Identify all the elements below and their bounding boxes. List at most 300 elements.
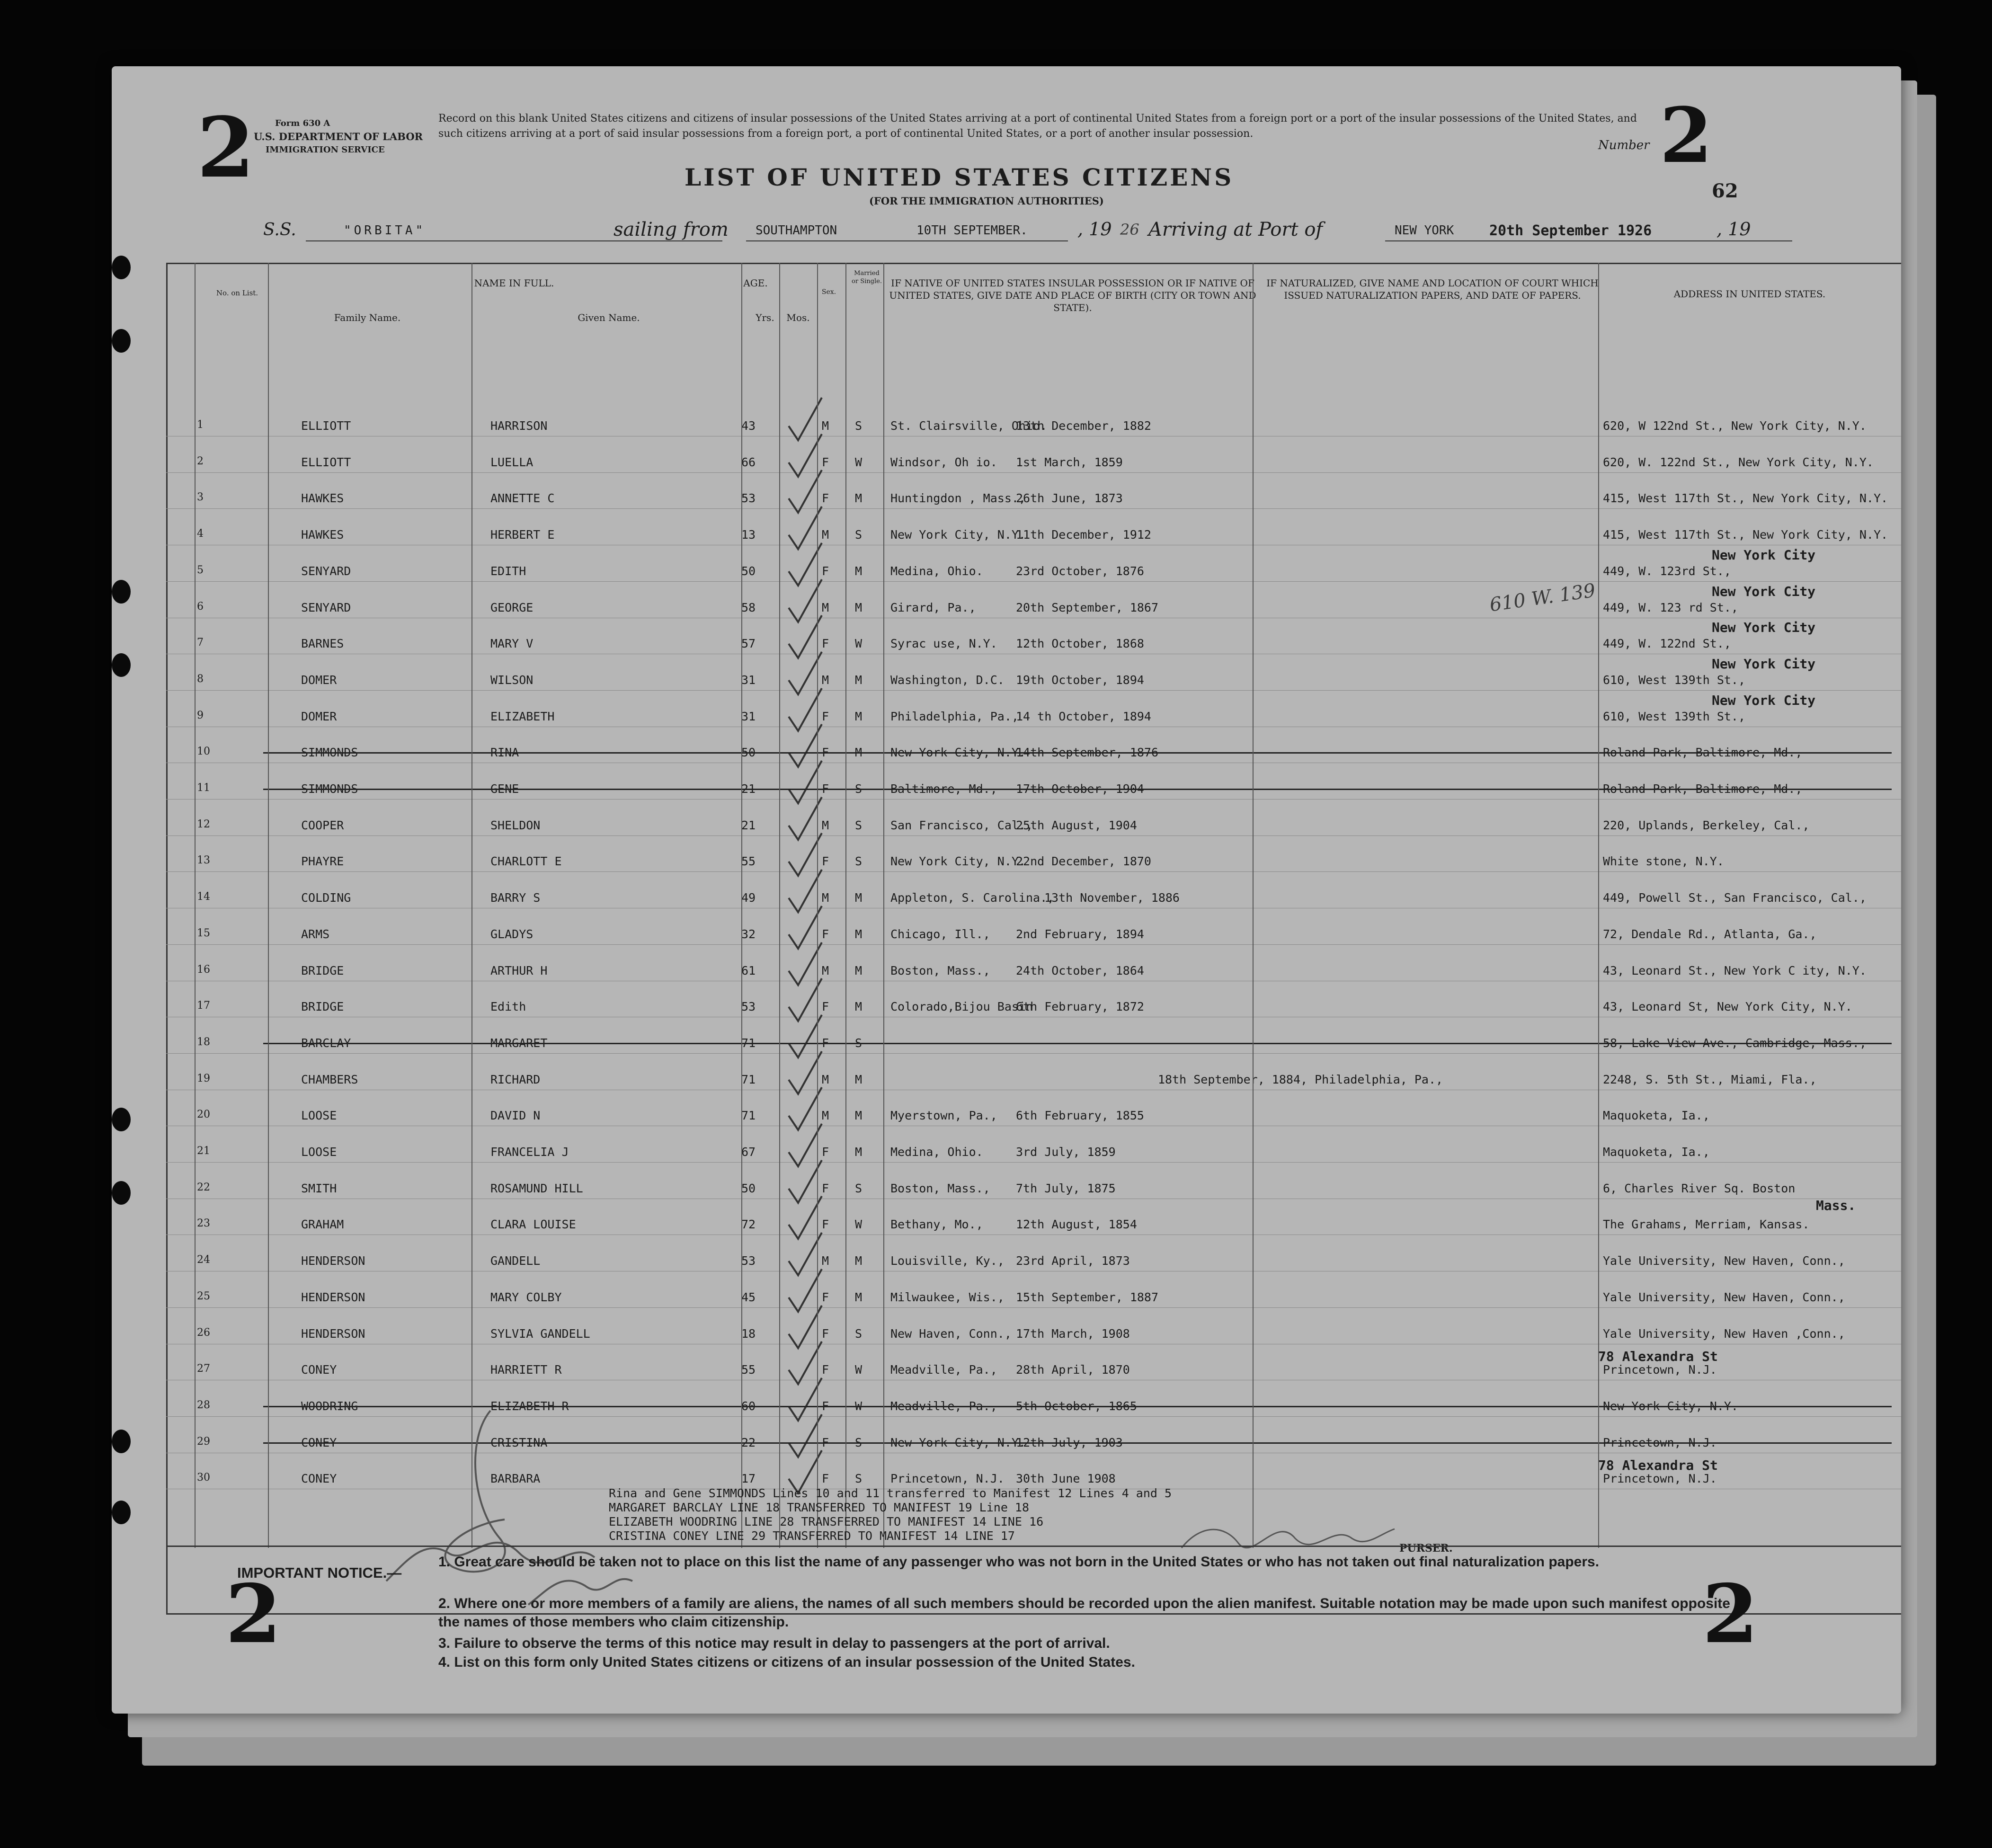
col-name-in-full: NAME IN FULL. xyxy=(474,277,554,289)
birth-place: St. Clairsville, Ohio. xyxy=(890,419,1048,433)
col-birth: IF NATIVE OF UNITED STATES INSULAR POSSESSION OR IF NATIVE OF UNITED STATES, GIVE DATE AND PLACE OF BIRTH (CITY OR TOWN AND STATE). xyxy=(889,277,1256,313)
transfer-note: MARGARET BARCLAY LINE 18 TRANSFERRED TO MANIFEST 19 Line 18 xyxy=(609,1501,1030,1514)
marital-status: M xyxy=(855,1145,863,1159)
given-name: RICHARD xyxy=(490,1072,541,1086)
binder-hole xyxy=(112,1501,131,1524)
row-number: 10 xyxy=(197,746,210,758)
col-age: AGE. xyxy=(743,277,768,289)
address: Maquoketa, Ia., xyxy=(1603,1145,1710,1159)
address: Roland Park, Baltimore, Md., xyxy=(1603,782,1803,796)
given-name: Edith xyxy=(490,1000,526,1014)
age-years: 71 xyxy=(741,1109,756,1123)
given-name: ELIZABETH xyxy=(490,709,555,723)
age-years: 50 xyxy=(741,746,756,760)
age-years: 60 xyxy=(741,1399,756,1413)
column-rule xyxy=(817,263,818,1548)
sex: F xyxy=(822,1290,829,1304)
family-name: HENDERSON xyxy=(301,1290,365,1304)
given-name: ELIZABETH R xyxy=(490,1399,569,1413)
given-name: MARGARET xyxy=(490,1036,548,1050)
age-years: 50 xyxy=(741,1181,756,1195)
given-name: EDITH xyxy=(490,564,526,578)
row-rule xyxy=(166,1053,1901,1054)
year-prefix: , 19 xyxy=(1077,219,1112,240)
age-years: 18 xyxy=(741,1326,756,1341)
given-name: ROSAMUND HILL xyxy=(490,1181,583,1195)
binder-hole xyxy=(112,580,131,604)
birth-date: 13th November, 1886 xyxy=(1044,891,1180,905)
family-name: LOOSE xyxy=(301,1109,337,1123)
row-rule xyxy=(166,581,1901,582)
marital-status: M xyxy=(855,891,863,905)
marital-status: M xyxy=(855,709,863,723)
given-name: CRISTINA xyxy=(490,1435,548,1449)
address: Maquoketa, Ia., xyxy=(1603,1109,1710,1123)
given-name: SYLVIA GANDELL xyxy=(490,1326,590,1341)
sex: F xyxy=(822,1363,829,1377)
age-years: 58 xyxy=(741,600,756,614)
address: New York City, N.Y. xyxy=(1603,1399,1738,1413)
family-name: BRIDGE xyxy=(301,1000,344,1014)
given-name: GEORGE xyxy=(490,600,534,614)
age-years: 67 xyxy=(741,1145,756,1159)
sex: F xyxy=(822,1399,829,1413)
row-rule xyxy=(166,871,1901,872)
strike-line xyxy=(263,752,1892,754)
given-name: SHELDON xyxy=(490,818,541,832)
age-years: 43 xyxy=(741,419,756,433)
notice-divider xyxy=(166,1546,1901,1547)
address-line-2: Mass. xyxy=(1816,1197,1856,1213)
row-number: 5 xyxy=(197,564,204,576)
family-name: CONEY xyxy=(301,1472,337,1486)
birth-place: Huntingdon , Mass., xyxy=(890,491,1026,506)
birth-date: 22nd December, 1870 xyxy=(1016,854,1151,869)
birth-date: 17th October, 1904 xyxy=(1016,782,1144,796)
marital-status: M xyxy=(855,600,863,614)
row-number: 21 xyxy=(197,1145,210,1157)
birth-date: 13th December, 1882 xyxy=(1016,419,1151,433)
row-number: 14 xyxy=(197,891,210,903)
strike-line xyxy=(263,1043,1892,1044)
col-no: No. on List. xyxy=(216,289,258,297)
notice-item-2: 2. Where one or more members of a family are aliens, the names of all such members should be recorded upon the alien manifest. Suitable notation may be made upon such manifest opposite the names of those members who claim citizenship. xyxy=(438,1596,1730,1630)
marital-status: S xyxy=(855,1181,863,1195)
col-married: Married or Single. xyxy=(852,270,882,285)
birth-place: Appleton, S. Carolina., xyxy=(890,891,1055,905)
row-number: 26 xyxy=(197,1326,210,1339)
family-name: ELLIOTT xyxy=(301,419,351,433)
row-rule xyxy=(166,690,1901,691)
marital-status: M xyxy=(855,491,863,506)
handwritten-signature xyxy=(348,1382,727,1619)
family-name: SENYARD xyxy=(301,600,351,614)
sex: F xyxy=(822,1472,829,1486)
row-number: 1 xyxy=(197,419,204,431)
sex: F xyxy=(822,854,829,869)
voyage-underline xyxy=(746,240,1068,241)
marital-status: W xyxy=(855,1399,863,1413)
departure-port: SOUTHAMPTON xyxy=(756,223,837,238)
address: 449, W. 123 rd St., xyxy=(1603,600,1738,614)
sex: F xyxy=(822,927,829,941)
birth-date: 23rd April, 1873 xyxy=(1016,1254,1130,1268)
age-years: 49 xyxy=(741,891,756,905)
address: Princetown, N.J. xyxy=(1603,1472,1717,1486)
birth-place: Boston, Mass., xyxy=(890,1181,990,1195)
given-name: DAVID N xyxy=(490,1109,541,1123)
column-rule xyxy=(883,263,884,1548)
binder-hole xyxy=(112,1430,131,1453)
birth-place: Windsor, Oh io. xyxy=(890,455,997,469)
notice-item-3: 3. Failure to observe the terms of this notice may result in delay to passengers at the port of arrival. xyxy=(438,1635,1110,1651)
arrival-port: NEW YORK xyxy=(1395,223,1454,238)
given-name: GENE xyxy=(490,782,519,796)
row-number: 8 xyxy=(197,673,204,685)
sex: F xyxy=(822,455,829,469)
sex: F xyxy=(822,709,829,723)
family-name: CHAMBERS xyxy=(301,1072,358,1086)
address: 449, Powell St., San Francisco, Cal., xyxy=(1603,891,1867,905)
page-subtitle: (FOR THE IMMIGRATION AUTHORITIES) xyxy=(869,195,1104,207)
row-rule xyxy=(166,1162,1901,1163)
address: 610, West 139th St., xyxy=(1603,709,1746,723)
address: The Grahams, Merriam, Kansas. xyxy=(1603,1217,1810,1232)
family-name: SIMMONDS xyxy=(301,782,358,796)
age-years: 72 xyxy=(741,1217,756,1232)
birth-place: Bethany, Mo., xyxy=(890,1217,983,1232)
birth-date: 17th March, 1908 xyxy=(1016,1326,1130,1341)
page-title: LIST OF UNITED STATES CITIZENS xyxy=(685,163,1234,191)
marital-status: W xyxy=(855,455,863,469)
age-years: 71 xyxy=(741,1036,756,1050)
family-name: COLDING xyxy=(301,891,351,905)
address: Roland Park, Baltimore, Md., xyxy=(1603,746,1803,760)
year-suffix: 26 xyxy=(1120,221,1139,239)
manifest-page xyxy=(112,66,1901,1714)
family-name: PHAYRE xyxy=(301,854,344,869)
given-name: HARRIETT R xyxy=(490,1363,562,1377)
sex: M xyxy=(822,1072,829,1086)
address-line-2: 78 Alexandra St xyxy=(1598,1457,1718,1474)
binder-hole xyxy=(112,256,131,279)
marital-status: S xyxy=(855,1435,863,1449)
department-name: U.S. DEPARTMENT OF LABOR xyxy=(254,131,423,142)
address: Princetown, N.J. xyxy=(1603,1435,1717,1449)
page-number: 62 xyxy=(1712,180,1738,202)
marital-status: S xyxy=(855,419,863,433)
sex: M xyxy=(822,419,829,433)
address: 620, W 122nd St., New York City, N.Y. xyxy=(1603,419,1867,433)
address: 415, West 117th St., New York City, N.Y. xyxy=(1603,491,1888,506)
given-name: WILSON xyxy=(490,673,534,687)
address: Yale University, New Haven, Conn., xyxy=(1603,1254,1845,1268)
marital-status: M xyxy=(855,746,863,760)
binder-hole xyxy=(112,1108,131,1131)
address: 58, Lake View Ave., Cambridge, Mass., xyxy=(1603,1036,1867,1050)
row-rule xyxy=(166,472,1901,473)
sex: F xyxy=(822,1036,829,1050)
family-name: HENDERSON xyxy=(301,1326,365,1341)
row-number: 16 xyxy=(197,963,210,976)
row-number: 29 xyxy=(197,1435,210,1448)
given-name: GLADYS xyxy=(490,927,534,941)
row-number: 22 xyxy=(197,1181,210,1193)
column-rule xyxy=(779,263,780,1548)
age-years: 55 xyxy=(741,854,756,869)
marital-status: M xyxy=(855,1290,863,1304)
age-years: 53 xyxy=(741,1000,756,1014)
family-name: SENYARD xyxy=(301,564,351,578)
birth-place: Baltimore, Md., xyxy=(890,782,997,796)
binder-hole xyxy=(112,1181,131,1205)
birth-date: 7th July, 1875 xyxy=(1016,1181,1116,1195)
given-name: HERBERT E xyxy=(490,528,555,542)
row-number: 19 xyxy=(197,1072,210,1084)
birth-place: Meadville, Pa., xyxy=(890,1399,997,1413)
address: Yale University, New Haven, Conn., xyxy=(1603,1290,1845,1304)
birth-date: 30th June 1908 xyxy=(1016,1472,1116,1486)
sex: F xyxy=(822,746,829,760)
arriving-label: Arriving at Port of xyxy=(1148,219,1323,240)
birth-place: New Haven, Conn., xyxy=(890,1326,1012,1341)
birth-date: 28th April, 1870 xyxy=(1016,1363,1130,1377)
age-years: 66 xyxy=(741,455,756,469)
row-number: 20 xyxy=(197,1109,210,1121)
address: 610, West 139th St., xyxy=(1603,673,1746,687)
age-years: 21 xyxy=(741,818,756,832)
notice-item-1: 1. Great care should be taken not to place on this list the name of any passenger who was not born in the United States or who has not taken out final naturalization papers. xyxy=(438,1554,1600,1570)
birth-place: Washington, D.C. xyxy=(890,673,1005,687)
sex: F xyxy=(822,491,829,506)
birth-date: 11th December, 1912 xyxy=(1016,528,1151,542)
ss-label: S.S. xyxy=(263,220,296,240)
marital-status: S xyxy=(855,1472,863,1486)
birth-date: 6th February, 1872 xyxy=(1016,1000,1144,1014)
age-years: 57 xyxy=(741,637,756,651)
year2-prefix: , 19 xyxy=(1716,219,1751,240)
age-years: 13 xyxy=(741,528,756,542)
row-number: 18 xyxy=(197,1036,210,1048)
row-number: 7 xyxy=(197,637,204,649)
birth-date: 12th October, 1868 xyxy=(1016,637,1144,651)
age-years: 17 xyxy=(741,1472,756,1486)
address: 2248, S. 5th St., Miami, Fla., xyxy=(1603,1072,1817,1086)
birth-place: San Francisco, Cal., xyxy=(890,818,1033,832)
transfer-note: Rina and Gene SIMMONDS Lines 10 and 11 transferred to Manifest 12 Lines 4 and 5 xyxy=(609,1486,1172,1500)
address-line-2: New York City xyxy=(1712,620,1816,636)
birth-date: 14 th October, 1894 xyxy=(1016,709,1151,723)
birth-place: Chicago, Ill., xyxy=(890,927,990,941)
birth-place: Princetown, N.J. xyxy=(890,1472,1005,1486)
naturalization-info: 18th September, 1884, Philadelphia, Pa., xyxy=(1158,1072,1443,1086)
given-name: ANNETTE C xyxy=(490,491,555,506)
sex: M xyxy=(822,963,829,977)
marital-status: M xyxy=(855,1000,863,1014)
birth-date: 20th September, 1867 xyxy=(1016,600,1159,614)
row-rule xyxy=(166,508,1901,509)
marital-status: M xyxy=(855,1109,863,1123)
column-rule xyxy=(471,263,472,1548)
row-number: 15 xyxy=(197,927,210,939)
birth-date: 3rd July, 1859 xyxy=(1016,1145,1116,1159)
birth-date: 25th August, 1904 xyxy=(1016,818,1137,832)
age-years: 53 xyxy=(741,1254,756,1268)
form-instructions: Record on this blank United States citizens and citizens of insular possessions of the United States arriving at a port of continental United States from a foreign port or a port of the insular possessions of the United States, and such citizens arriving at a port of said insular possessions from a foreign port, a port of continental United States, or a port of another insular possession. xyxy=(438,113,1637,140)
age-years: 55 xyxy=(741,1363,756,1377)
age-years: 22 xyxy=(741,1435,756,1449)
binder-hole xyxy=(112,329,131,353)
sex: M xyxy=(822,818,829,832)
address-line-2: New York City xyxy=(1712,656,1816,672)
marital-status: W xyxy=(855,1363,863,1377)
number-label: Number xyxy=(1598,138,1650,152)
birth-place: Boston, Mass., xyxy=(890,963,990,977)
column-rule xyxy=(1253,263,1254,1548)
address-line-2: 78 Alexandra St xyxy=(1598,1349,1718,1365)
column-rule xyxy=(845,263,846,1548)
marital-status: S xyxy=(855,528,863,542)
address: 449, W. 122nd St., xyxy=(1603,637,1731,651)
birth-date: 12th July, 1903 xyxy=(1016,1435,1123,1449)
row-rule xyxy=(166,944,1901,945)
sex: F xyxy=(822,782,829,796)
given-name: FRANCELIA J xyxy=(490,1145,569,1159)
birth-date: 12th August, 1854 xyxy=(1016,1217,1137,1232)
list-number: 2 xyxy=(1660,91,1713,180)
address: 43, Leonard St., New York C ity, N.Y. xyxy=(1603,963,1867,977)
form-number: Form 630 A xyxy=(275,118,330,128)
family-name: BRIDGE xyxy=(301,963,344,977)
family-name: SMITH xyxy=(301,1181,337,1195)
family-name: CONEY xyxy=(301,1363,337,1377)
birth-date: 14th September, 1876 xyxy=(1016,746,1159,760)
row-rule xyxy=(166,1307,1901,1308)
birth-place: Louisville, Ky., xyxy=(890,1254,1005,1268)
given-name: MARY COLBY xyxy=(490,1290,562,1304)
handwritten-address: 610 W. 139 xyxy=(1488,579,1597,616)
given-name: GANDELL xyxy=(490,1254,541,1268)
given-name: BARBARA xyxy=(490,1472,541,1486)
marital-status: S xyxy=(855,818,863,832)
col-address: ADDRESS IN UNITED STATES. xyxy=(1673,288,1826,300)
family-name: GRAHAM xyxy=(301,1217,344,1232)
corner-number: 2 xyxy=(197,99,255,196)
marital-status: S xyxy=(855,782,863,796)
row-number: 24 xyxy=(197,1254,210,1266)
family-name: BARNES xyxy=(301,637,344,651)
marital-status: M xyxy=(855,564,863,578)
sex: F xyxy=(822,564,829,578)
age-years: 71 xyxy=(741,1072,756,1086)
sex: M xyxy=(822,600,829,614)
given-name: CLARA LOUISE xyxy=(490,1217,576,1232)
row-rule xyxy=(166,799,1901,800)
birth-place: Syrac use, N.Y. xyxy=(890,637,997,651)
address: 415, West 117th St., New York City, N.Y. xyxy=(1603,528,1888,542)
row-number: 25 xyxy=(197,1290,210,1302)
birth-place: Colorado,Bijou Basin xyxy=(890,1000,1033,1014)
strike-line xyxy=(263,789,1892,790)
marital-status: W xyxy=(855,637,863,651)
ship-name: "ORBITA" xyxy=(344,223,426,238)
arrival-underline xyxy=(1385,240,1792,241)
age-years: 61 xyxy=(741,963,756,977)
sex: M xyxy=(822,1109,829,1123)
row-number: 4 xyxy=(197,528,204,540)
family-name: LOOSE xyxy=(301,1145,337,1159)
address: Yale University, New Haven ,Conn., xyxy=(1603,1326,1845,1341)
row-number: 13 xyxy=(197,854,210,867)
address-line-2: New York City xyxy=(1712,583,1816,599)
given-name: ARTHUR H xyxy=(490,963,548,977)
birth-place: Medina, Ohio. xyxy=(890,1145,983,1159)
birth-date: 5th October, 1865 xyxy=(1016,1399,1137,1413)
age-years: 31 xyxy=(741,709,756,723)
address: 43, Leonard St, New York City, N.Y. xyxy=(1603,1000,1852,1014)
age-years: 32 xyxy=(741,927,756,941)
birth-date: 2nd February, 1894 xyxy=(1016,927,1144,941)
family-name: DOMER xyxy=(301,673,337,687)
address: 72, Dendale Rd., Atlanta, Ga., xyxy=(1603,927,1817,941)
birth-place: Meadville, Pa., xyxy=(890,1363,997,1377)
col-given: Given Name. xyxy=(578,312,640,323)
sex: F xyxy=(822,1000,829,1014)
sex: M xyxy=(822,673,829,687)
row-number: 11 xyxy=(197,782,210,794)
row-number: 2 xyxy=(197,455,204,467)
address: 620, W. 122nd St., New York City, N.Y. xyxy=(1603,455,1874,469)
arrival-date: 20th September 1926 xyxy=(1489,222,1652,239)
col-family: Family Name. xyxy=(334,312,401,323)
address: 6, Charles River Sq. Boston xyxy=(1603,1181,1796,1195)
column-rule xyxy=(268,263,269,1548)
marital-status: S xyxy=(855,854,863,869)
row-number: 30 xyxy=(197,1472,210,1484)
service-name: IMMIGRATION SERVICE xyxy=(266,145,385,155)
transfer-note: ELIZABETH WOODRING LINE 28 TRANSFERRED TO MANIFEST 14 LINE 16 xyxy=(609,1515,1044,1528)
marital-status: S xyxy=(855,1036,863,1050)
notice-heading: IMPORTANT NOTICE.— xyxy=(237,1564,402,1581)
birth-date: 23rd October, 1876 xyxy=(1016,564,1144,578)
birth-date: 24th October, 1864 xyxy=(1016,963,1144,977)
birth-date: 26th June, 1873 xyxy=(1016,491,1123,506)
sex: M xyxy=(822,1254,829,1268)
sex: F xyxy=(822,1326,829,1341)
address: 449, W. 123rd St., xyxy=(1603,564,1731,578)
row-number: 27 xyxy=(197,1363,210,1375)
family-name: CONEY xyxy=(301,1435,337,1449)
age-years: 31 xyxy=(741,673,756,687)
column-rule xyxy=(195,263,196,1548)
col-naturalized: IF NATURALIZED, GIVE NAME AND LOCATION OF COURT WHICH ISSUED NATURALIZATION PAPERS, AND DATE OF PAPERS. xyxy=(1266,277,1599,301)
address: 220, Uplands, Berkeley, Cal., xyxy=(1603,818,1810,832)
col-mos: Mos. xyxy=(786,312,810,323)
birth-date: 6th February, 1855 xyxy=(1016,1109,1144,1123)
departure-date: 10TH SEPTEMBER. xyxy=(916,223,1028,238)
sex: F xyxy=(822,1435,829,1449)
age-years: 50 xyxy=(741,564,756,578)
given-name: LUELLA xyxy=(490,455,534,469)
birth-place: Medina, Ohio. xyxy=(890,564,983,578)
sex: F xyxy=(822,1181,829,1195)
row-number: 23 xyxy=(197,1217,210,1230)
family-name: BARCLAY xyxy=(301,1036,351,1050)
birth-place: Milwaukee, Wis., xyxy=(890,1290,1005,1304)
col-sex: Sex. xyxy=(821,288,836,296)
row-rule xyxy=(166,835,1901,836)
marital-status: M xyxy=(855,963,863,977)
